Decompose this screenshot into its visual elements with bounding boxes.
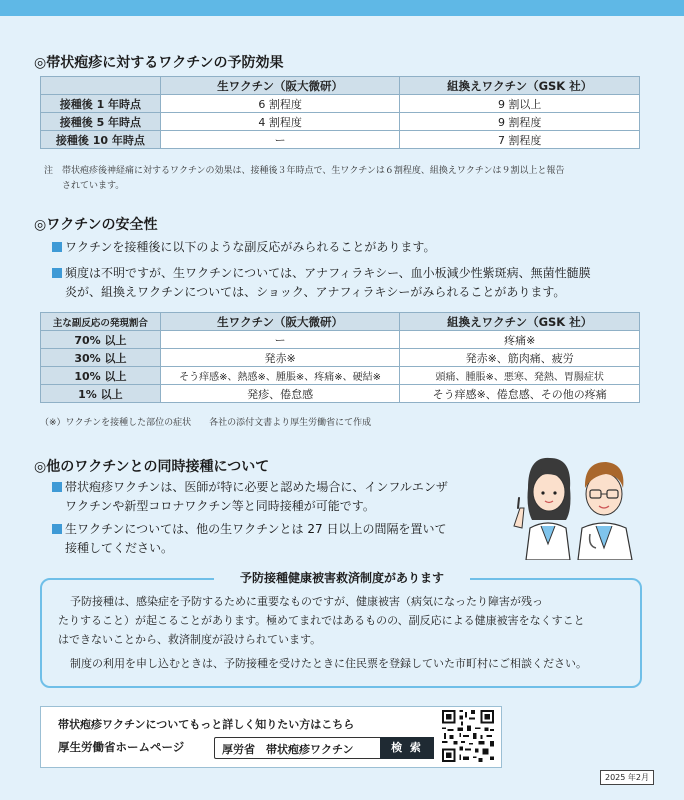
bullet-text: 炎が、組換えワクチンについては、ショック、アナフィラキシーがみられることがあります。 — [65, 285, 566, 299]
efficacy-table — [40, 76, 640, 149]
row-header: 接種後 5 年時点 — [41, 113, 161, 131]
safety-bullet-2 — [52, 264, 591, 302]
table-header-cell: 組換えワクチン（GSK 社） — [400, 313, 640, 331]
side-effects-note: （※）ワクチンを接種した部位の症状 各社の添付文書より厚生労働省にて作成 — [40, 418, 372, 428]
female-doctor-icon — [514, 458, 571, 560]
table-cell: 発赤※ — [160, 349, 400, 367]
row-header: 接種後 1 年時点 — [41, 95, 161, 113]
section-title-safety: ◎ワクチンの安全性 — [34, 217, 158, 233]
bullet-text: 頻度は不明ですが、生ワクチンについては、アナフィラキシー、血小板減少性紫斑病、無菌性髄膜 — [65, 266, 591, 280]
table-header-row — [41, 77, 640, 95]
table-cell: そう痒感※、倦怠感、その他の疼痛 — [400, 385, 640, 403]
efficacy-note — [44, 164, 564, 194]
table-header-cell: 生ワクチン（阪大微研） — [160, 77, 400, 95]
note-line: されています。 — [62, 181, 125, 191]
table-row — [41, 331, 640, 349]
table-cell: 7 割程度 — [400, 131, 640, 149]
square-bullet-icon — [52, 268, 62, 278]
table-row — [41, 95, 640, 113]
table-cell: そう痒感※、熱感※、腫脹※、疼痛※、硬結※ — [160, 367, 400, 385]
concurrent-bullet-1 — [52, 478, 448, 516]
male-doctor-icon — [578, 462, 632, 560]
side-effects-table — [40, 312, 640, 403]
table-cell: 発疹、倦怠感 — [160, 385, 400, 403]
table-row — [41, 349, 640, 367]
qr-code-icon[interactable] — [440, 708, 496, 764]
row-header: 10% 以上 — [41, 367, 161, 385]
relief-text: 制度の利用を申し込むときは、予防接種を受けたときに住民票を登録していた市町村にご相談ください。 — [70, 657, 587, 670]
safety-bullet-1 — [52, 238, 435, 257]
publication-date: 2025 年2月 — [600, 770, 654, 785]
table-cell: 4 割程度 — [160, 113, 400, 131]
relief-title: 予防接種健康被害救済制度があります — [214, 569, 470, 586]
row-header: 70% 以上 — [41, 331, 161, 349]
mhlw-homepage-label: 厚生労働省ホームページ — [58, 740, 185, 754]
relief-text: たりすること）が起こることがあります。極めてまれではあるものの、副反応による健康被害をなくすこと — [58, 614, 585, 627]
row-header: 接種後 10 年時点 — [41, 131, 161, 149]
bullet-text: ワクチンを接種後に以下のような副反応がみられることがあります。 — [65, 240, 436, 254]
table-header-cell — [41, 77, 161, 95]
row-header: 1% 以上 — [41, 385, 161, 403]
top-banner — [0, 0, 684, 16]
relief-text: はできないことから、救済制度が設けられています。 — [58, 633, 322, 646]
section-title-concurrent: ◎他のワクチンとの同時接種について — [34, 459, 270, 475]
table-header-cell: 生ワクチン（阪大微研） — [160, 313, 400, 331]
bullet-text: 接種してください。 — [65, 541, 174, 555]
table-cell: 頭痛、腫脹※、悪寒、発熱、胃腸症状 — [400, 367, 640, 385]
search-keywords: 厚労省 帯状疱疹ワクチン — [222, 743, 354, 756]
table-cell: 疼痛※ — [400, 331, 640, 349]
table-cell: 9 割以上 — [400, 95, 640, 113]
table-row — [41, 385, 640, 403]
row-header: 30% 以上 — [41, 349, 161, 367]
table-cell: ー — [160, 131, 400, 149]
search-button[interactable]: 検 索 — [380, 737, 434, 759]
note-line: 注 帯状疱疹後神経痛に対するワクチンの効果は、接種後３年時点で、生ワクチンは６割程度、組換えワクチンは９割以上と報告 — [44, 166, 565, 176]
section-title-efficacy: ◎帯状疱疹に対するワクチンの予防効果 — [34, 55, 284, 71]
table-row — [41, 113, 640, 131]
table-header-cell: 組換えワクチン（GSK 社） — [400, 77, 640, 95]
square-bullet-icon — [52, 524, 62, 534]
info-line: 帯状疱疹ワクチンについてもっと詳しく知りたい方はこちら — [58, 718, 355, 731]
table-cell: 6 割程度 — [160, 95, 400, 113]
table-row — [41, 131, 640, 149]
doctors-illustration — [508, 448, 642, 560]
concurrent-bullet-2 — [52, 520, 446, 558]
relief-text: 予防接種は、感染症を予防するために重要なものですが、健康被害（病気になったり障害が残っ — [70, 595, 543, 608]
table-row — [41, 367, 640, 385]
table-header-cell: 主な副反応の発現割合 — [41, 313, 161, 331]
bullet-text: 生ワクチンについては、他の生ワクチンとは 27 日以上の間隔を置いて — [65, 522, 447, 536]
table-cell: 発赤※、筋肉痛、疲労 — [400, 349, 640, 367]
table-header-row — [41, 313, 640, 331]
table-cell: ー — [160, 331, 400, 349]
table-cell: 9 割程度 — [400, 113, 640, 131]
square-bullet-icon — [52, 482, 62, 492]
square-bullet-icon — [52, 242, 62, 252]
bullet-text: ワクチンや新型コロナワクチン等と同時接種が可能です。 — [65, 499, 375, 513]
bullet-text: 帯状疱疹ワクチンは、医師が特に必要と認めた場合に、インフルエンザ — [65, 480, 448, 494]
